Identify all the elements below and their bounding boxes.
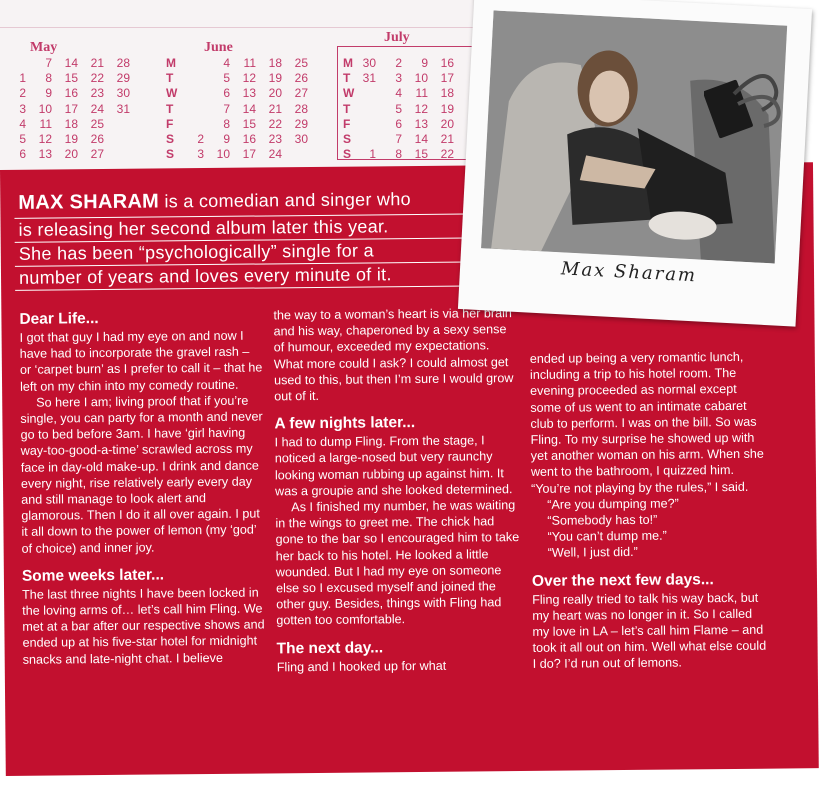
calendar-date: 18 <box>268 56 282 70</box>
calendar-date: 3 <box>197 147 204 162</box>
calendar-date: 28 <box>116 56 130 70</box>
calendar-date: 9 <box>45 86 52 101</box>
weekday-label: S <box>166 147 175 162</box>
calendar-date <box>0 56 26 71</box>
article-column-3 <box>530 349 773 673</box>
calendar-date: 22 <box>440 147 454 162</box>
calendar-date: 17 <box>242 147 256 162</box>
calendar-column <box>26 56 52 162</box>
weekday-label: M <box>343 56 353 70</box>
calendar-date: 11 <box>39 116 52 131</box>
calendar-date: 22 <box>90 71 104 86</box>
calendar-date: 19 <box>440 101 454 116</box>
calendar-date: 30 <box>294 132 308 147</box>
calendar-date: 11 <box>415 86 428 101</box>
weekday-label: T <box>166 101 174 116</box>
col2-paragraph-3: As I finished my number, he was waiting in the wings to greet me. The chick had gone to the bar so I encouraged him to take her back to his hotel. He looked a little wounded. But I had my eye on someone else so I excused myself and joined the other guy. Besides, things with Fling had gotten too comfortable. <box>275 498 520 628</box>
calendar-date: 21 <box>440 132 454 147</box>
intro-line-2: is releasing her second album later this year. <box>18 216 389 240</box>
calendar-date: 31 <box>362 71 376 86</box>
calendar-date: 2 <box>395 56 402 70</box>
binder-clip-icon <box>704 44 788 140</box>
weekday-label: S <box>343 147 352 162</box>
calendar-date: 15 <box>64 71 78 86</box>
calendar-date: 18 <box>440 86 454 101</box>
calendar-date <box>282 147 308 162</box>
calendar-date: 17 <box>64 101 78 116</box>
calendar-date: 29 <box>294 116 308 131</box>
calendar-date: 3 <box>395 71 402 86</box>
intro-name: MAX SHARAM <box>18 190 160 214</box>
calendar-date: 16 <box>242 132 256 147</box>
calendar-date: 23 <box>268 132 282 147</box>
calendar-column <box>78 56 104 162</box>
calendar-date: 8 <box>395 147 402 162</box>
quote-line-4: “Well, I just did.” <box>547 545 638 561</box>
calendar-date: 2 <box>19 86 26 101</box>
calendar-date <box>178 56 204 71</box>
calendar-date: 28 <box>294 101 308 116</box>
calendar-column <box>204 56 230 162</box>
intro-line-1 <box>18 188 411 215</box>
calendar-column <box>428 56 454 162</box>
quote-line-1: “Are you dumping me?” <box>547 496 679 512</box>
calendar-date <box>104 132 130 147</box>
calendar-date: 1 <box>369 147 376 162</box>
calendar-date: 9 <box>421 56 428 70</box>
intro-line-3: She has been “psychologically” single for a <box>18 240 374 264</box>
calendar-date: 13 <box>38 147 52 162</box>
col1-paragraph-3: The last three nights I have been locked in the loving arms of… let’s call him Fling. We met at a bar after our respective shows and ended up at his five-star hotel for midnight snacks and late-night chat. I believe <box>22 585 265 667</box>
calendar-date: 20 <box>268 86 282 101</box>
calendar-date: 12 <box>414 101 428 116</box>
col3-paragraph-2: Fling really tried to talk his way back, but my heart was no longer in it. So I called my love in LA – let’s call him Flame – and took it all out on him. Well what else could I do? I’d run out of lemons. <box>532 590 767 672</box>
calendar-column <box>178 56 204 162</box>
calendar-date <box>350 132 376 147</box>
weekday-label: M <box>166 56 176 70</box>
col2-paragraph-2: I had to dump Fling. From the stage, I noticed a large-nosed but very raunchy looking woman rubbing up against him. It was a groupie and she looked determined. <box>274 433 513 499</box>
calendar-date: 20 <box>440 116 454 131</box>
heading-the-next-day: The next day... <box>276 639 384 658</box>
calendar-date: 1 <box>19 71 26 86</box>
calendar-date: 5 <box>395 101 402 116</box>
calendar-column <box>350 56 376 162</box>
heading-some-weeks-later: Some weeks later... <box>21 566 165 585</box>
calendar-date <box>350 102 376 117</box>
weekday-label: F <box>166 116 174 131</box>
calendar-date <box>104 147 130 162</box>
calendar-date: 7 <box>395 132 402 147</box>
calendar-date: 14 <box>414 132 428 147</box>
quote-line-3: “You can’t dump me.” <box>547 528 667 544</box>
weekday-column <box>166 56 178 162</box>
calendar-date: 11 <box>243 56 256 70</box>
calendar-date: 4 <box>19 116 26 131</box>
calendar-date: 24 <box>90 101 104 116</box>
calendar-date: 24 <box>268 147 282 162</box>
calendar-date: 21 <box>90 56 104 70</box>
calendar-date: 16 <box>64 86 78 101</box>
calendar-date: 15 <box>242 116 256 131</box>
calendar-column <box>256 56 282 162</box>
calendar-date: 7 <box>223 101 230 116</box>
quote-line-2: “Somebody has to!” <box>547 512 658 528</box>
calendar-date: 25 <box>294 56 308 70</box>
calendar-date: 4 <box>223 56 230 70</box>
calendar-date: 10 <box>216 147 230 162</box>
calendar-date: 13 <box>242 86 256 101</box>
calendar-date: 9 <box>223 132 230 147</box>
calendar-column <box>230 56 256 162</box>
month-label-july: July <box>384 30 410 45</box>
calendar-date: 14 <box>242 101 256 116</box>
calendar-date: 2 <box>197 132 204 147</box>
calendar-column <box>52 56 78 162</box>
heading-over-the-next-few-days: Over the next few days... <box>531 570 714 590</box>
calendar-date: 6 <box>223 86 230 101</box>
calendar-date: 14 <box>64 56 78 70</box>
photo-caption: Max Sharam <box>560 258 698 287</box>
article-column-2 <box>273 305 521 675</box>
calendar-date: 7 <box>45 56 52 70</box>
heading-dear-life: Dear Life... <box>19 310 99 328</box>
calendar-date: 3 <box>19 101 26 116</box>
calendar-date: 6 <box>395 116 402 131</box>
calendar-date: 5 <box>19 132 26 147</box>
calendar-date: 15 <box>414 147 428 162</box>
weekday-label: F <box>343 116 351 131</box>
calendar-date: 10 <box>414 71 428 86</box>
calendar-date: 31 <box>116 101 130 116</box>
month-label-may: May <box>30 40 58 55</box>
calendar-date: 6 <box>19 147 26 162</box>
weekday-label: W <box>343 86 355 101</box>
calendar-date: 29 <box>116 71 130 86</box>
month-label-june: June <box>204 40 233 55</box>
calendar-date: 30 <box>116 86 130 101</box>
calendar-date: 8 <box>223 116 230 131</box>
weekday-label: W <box>166 86 178 101</box>
col1-paragraph-2: So here I am; living proof that if you’re single, you can party for a month and never go to bed before 3am. I have ‘girl having way-too-good-a-time’ scrawled across my face in day-old make-up. I drink and dance every night, rise relatively early every day and still manage to look alert and glamorous. Then I do it all over again. I put it all down to the power of lemon (my ‘god’ of choice) and inner joy. <box>20 393 263 556</box>
article-column-1 <box>19 307 266 667</box>
calendar-date: 21 <box>268 101 282 116</box>
calendar-date: 13 <box>414 116 428 131</box>
calendar-date: 17 <box>440 71 454 86</box>
calendar-date <box>350 86 376 101</box>
calendar-date: 12 <box>38 132 52 147</box>
weekday-label: T <box>343 71 351 86</box>
col2-paragraph-4: Fling and I hooked up for what <box>276 658 447 675</box>
calendar-date: 25 <box>90 116 104 131</box>
calendar-column <box>104 56 130 162</box>
heading-a-few-nights-later: A few nights later... <box>274 414 416 433</box>
calendar-date: 5 <box>223 71 230 86</box>
calendar-date: 23 <box>90 86 104 101</box>
calendar-date: 4 <box>395 86 402 101</box>
calendar-column <box>402 56 428 162</box>
calendar-column <box>282 56 308 162</box>
calendar-date: 26 <box>294 71 308 86</box>
calendar-date: 8 <box>45 71 52 86</box>
weekday-label: T <box>166 71 174 86</box>
calendar-date: 18 <box>64 116 78 131</box>
calendar-column <box>376 56 402 162</box>
calendar-date <box>350 117 376 132</box>
calendar-date: 12 <box>242 71 256 86</box>
calendar-date: 19 <box>64 132 78 147</box>
calendar-date <box>178 86 204 101</box>
calendar-date <box>178 102 204 117</box>
calendar-date: 22 <box>268 116 282 131</box>
weekday-label: S <box>166 132 175 147</box>
col3-paragraph-1: ended up being a very romantic lunch, including a trip to his hotel room. The evening proceeded as normal except some of us went to an intimate cabaret club to perform. I was on the bill. So was Fling. To my surprise he showed up with yet another woman on his arm. When she went to the bathroom, I quizzed him. “You’re not playing by the rules,” I said. <box>529 349 764 496</box>
weekday-label: T <box>343 101 351 116</box>
calendar-date: 20 <box>64 147 78 162</box>
calendar-date: 26 <box>90 132 104 147</box>
weekday-label: S <box>343 132 352 147</box>
calendar-date: 30 <box>362 56 376 70</box>
calendar-date <box>104 117 130 132</box>
calendar-date <box>178 117 204 132</box>
col2-paragraph-1: the way to a woman’s heart is via her brain and his way, chaperoned by a sexy sense of humour, exceeded my expectations. What more could I ask? I could almost get used to this, but then I’m sure I would grow out of it. <box>273 306 514 404</box>
calendar-date: 27 <box>90 147 104 162</box>
calendar-date: 27 <box>294 86 308 101</box>
calendar-date: 16 <box>440 56 454 70</box>
calendar-column <box>0 56 26 162</box>
col1-paragraph-1: I got that guy I had my eye on and now I have had to incorporate the gravel rash – or ‘carpet burn’ as I prefer to call it – that he left on my chin into my comedy routine. <box>19 328 263 394</box>
intro-line-1-rest: is a comedian and singer who <box>158 189 412 212</box>
intro-line-4: number of years and loves every minute of it. <box>18 264 392 288</box>
calendar-date: 10 <box>38 101 52 116</box>
calendar-date: 19 <box>268 71 282 86</box>
calendar-date <box>178 71 204 86</box>
